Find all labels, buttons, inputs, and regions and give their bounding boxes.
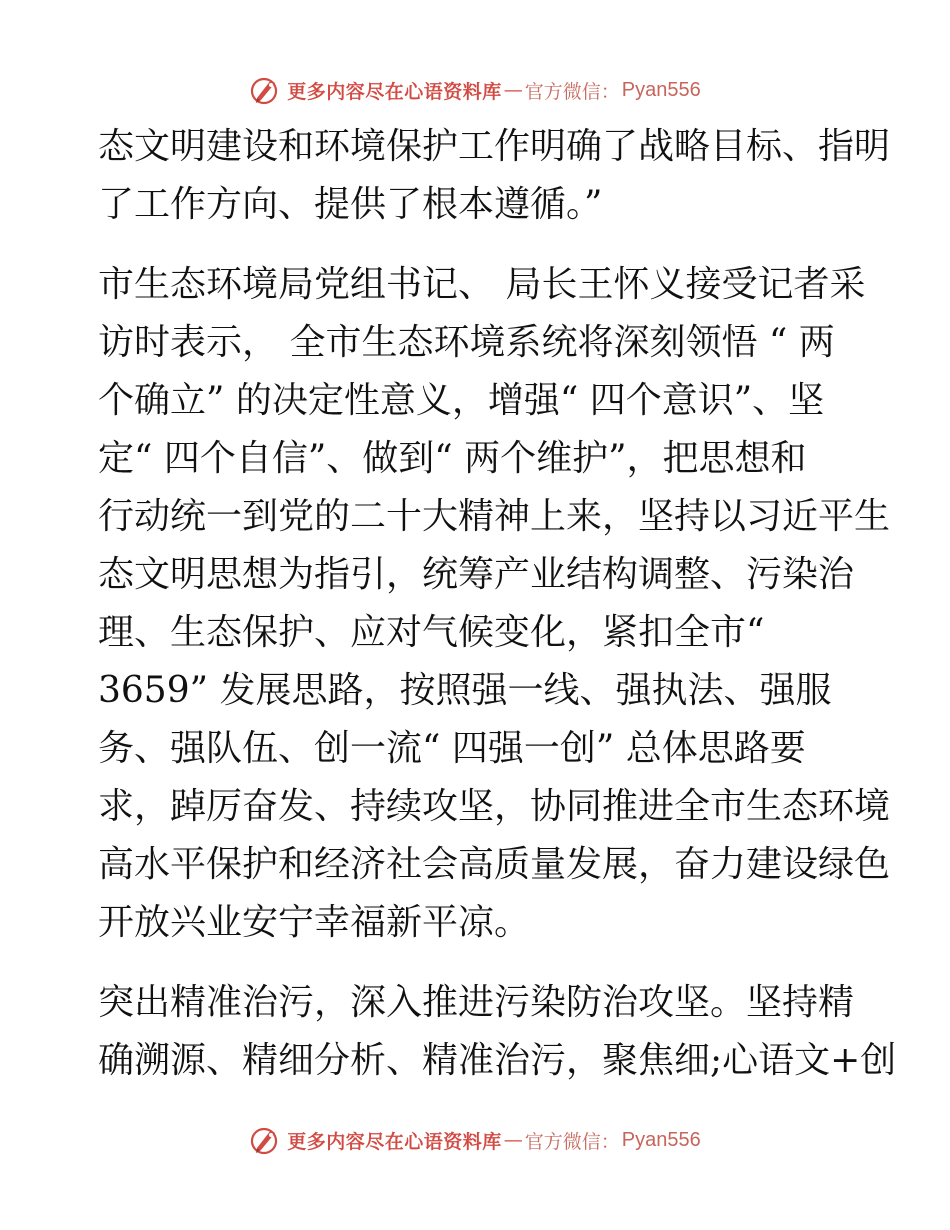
banner-main-text: 更多内容尽在心语资料库 [287, 1130, 502, 1153]
banner-dash: — [503, 1129, 523, 1151]
text-line: 理、生态保护、应对气候变化，紧扣全市“ [98, 612, 765, 653]
text-line: 市生态环境局党组书记、 局长王怀义接受记者采 [98, 264, 866, 305]
banner-wechat-handle: Pyan556 [621, 78, 701, 101]
text-line: 突出精准治污，深入推进污染防治攻坚。坚持精 [98, 982, 855, 1023]
text-line: 求，踔厉奋发、持续攻坚，协同推进全市生态环境 [98, 786, 891, 827]
text-line: 个确立” 的决定性意义，增强“ 四个意识”、坚 [98, 380, 825, 421]
text-line: 3659” 发展思路，按照强一线、强执法、强服 [98, 670, 832, 711]
banner-main-text: 更多内容尽在心语资料库 [287, 80, 502, 103]
banner-wechat-handle: Pyan556 [621, 1128, 701, 1151]
text-line: 了工作方向、提供了根本遵循。” [98, 184, 603, 225]
text-line: 高水平保护和经济社会高质量发展，奋力建设绿色 [98, 844, 891, 885]
text-line: 开放兴业安宁幸福新平凉。 [98, 902, 531, 943]
paragraph-1 [98, 118, 891, 234]
text-line: 态文明建设和环境保护工作明确了战略目标、指明 [98, 126, 891, 167]
text-line: 态文明思想为指引，统筹产业结构调整、污染治 [98, 554, 855, 595]
document-body [98, 118, 897, 1090]
banner-dash: — [503, 79, 523, 101]
header-watermark-banner [0, 70, 950, 110]
text-line: 行动统一到党的二十大精神上来，坚持以习近平生 [98, 496, 891, 537]
banner-wechat-label: 官方微信： [524, 1130, 620, 1153]
quill-pen-logo-icon [249, 74, 281, 106]
footer-watermark-banner [0, 1120, 950, 1160]
text-line: 定“ 四个自信”、做到“ 两个维护”，把思想和 [98, 438, 807, 479]
paragraph-3 [98, 974, 897, 1090]
text-line: 访时表示， 全市生态环境系统将深刻领悟 “ 两 [98, 322, 835, 363]
quill-pen-logo-icon [249, 1124, 281, 1156]
text-line: 务、强队伍、创一流“ 四强一创” 总体思路要 [98, 728, 806, 769]
text-line: 确溯源、精细分析、精准治污，聚焦细;心语文+创 [98, 1040, 897, 1081]
banner-wechat-label: 官方微信： [524, 80, 620, 103]
paragraph-2 [98, 256, 891, 952]
